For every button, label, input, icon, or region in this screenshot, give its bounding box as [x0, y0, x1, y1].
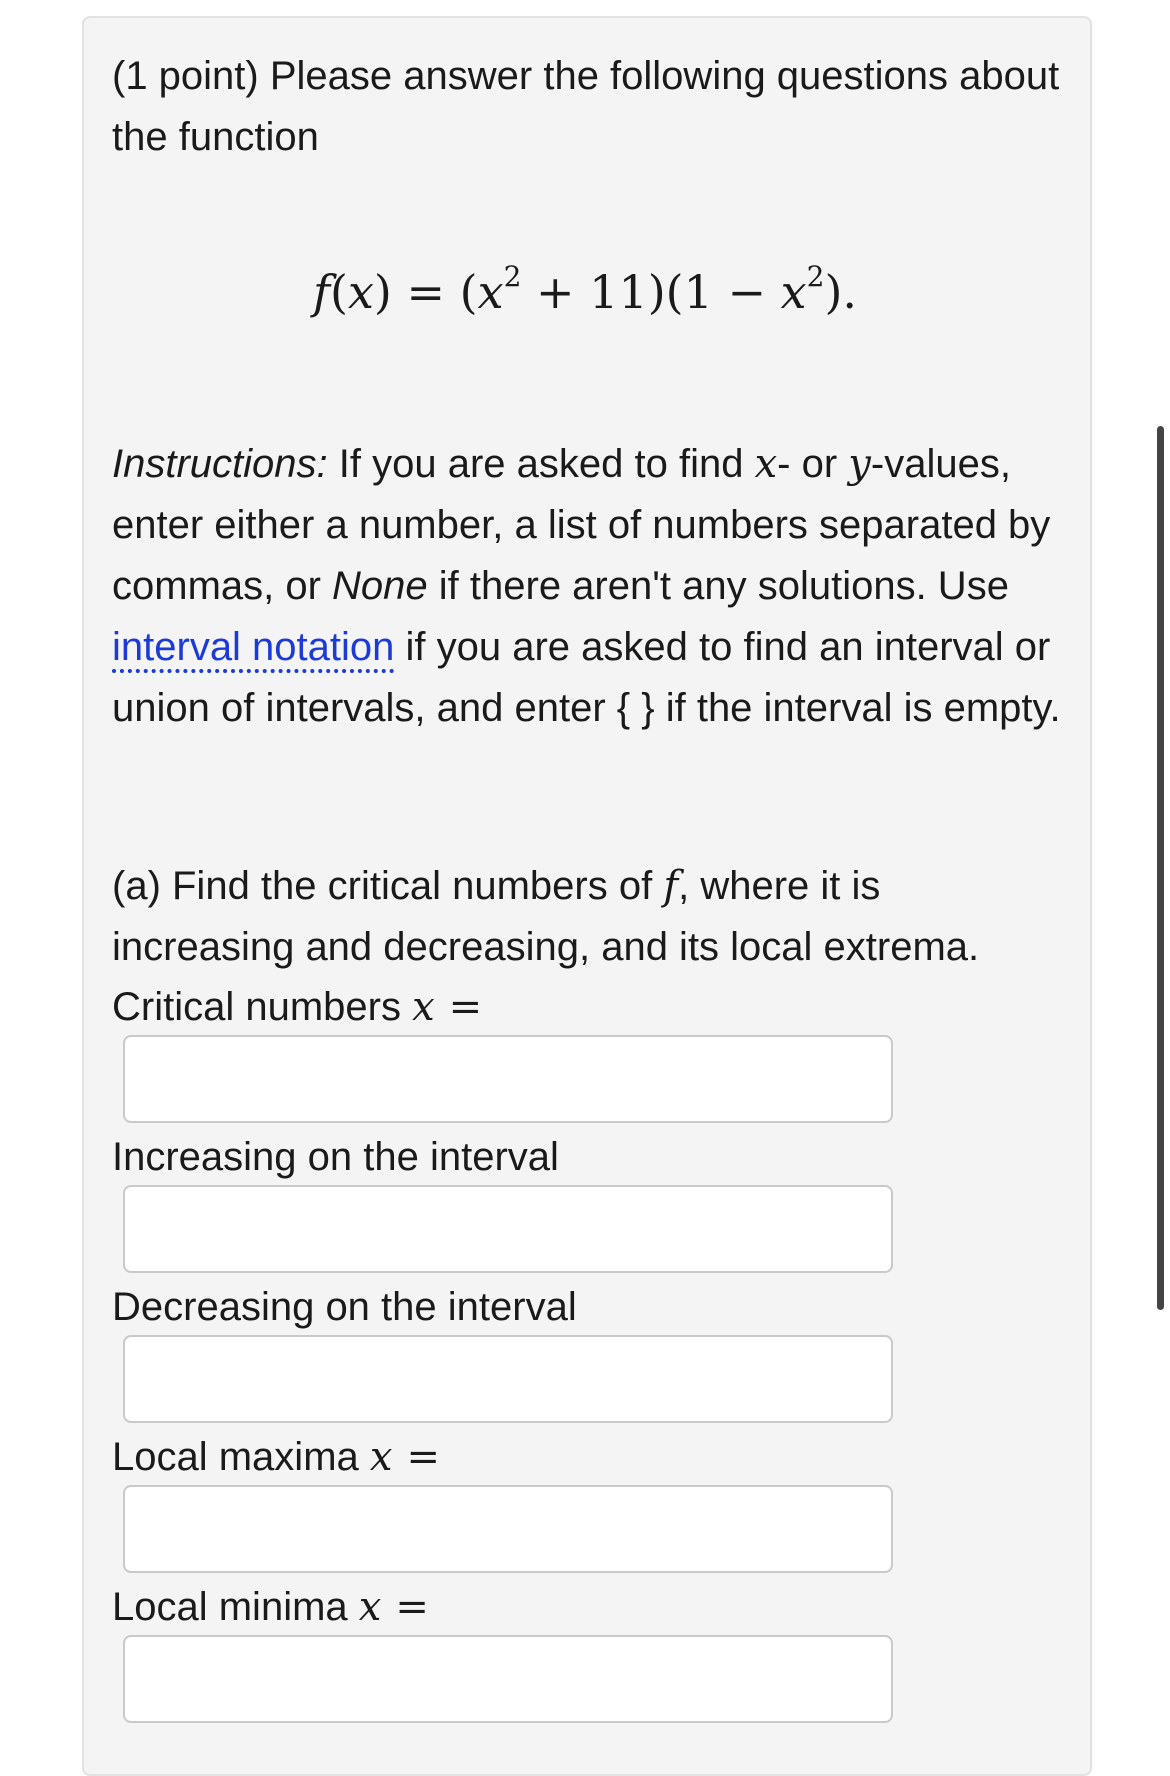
local-maxima-label — [112, 1432, 440, 1482]
instructions-text-5: if you are asked to find an interval or union of intervals, and enter { } if the interval is empty. — [112, 625, 1061, 730]
local-min-label-eq: = — [395, 1584, 429, 1630]
formula-left-open: ( — [459, 265, 478, 319]
decreasing-interval-input[interactable] — [123, 1335, 893, 1423]
vertical-scrollbar[interactable] — [1157, 426, 1164, 1310]
formula-close: ) — [373, 265, 392, 319]
instructions-text-3: -values, enter either a number, a list of numbers separated by commas, or — [112, 442, 1051, 608]
critical-label-eq: = — [448, 984, 483, 1030]
interval-notation-link[interactable]: interval notation — [112, 625, 394, 673]
formula-x-3: x — [780, 265, 807, 319]
local-maxima-input[interactable] — [123, 1485, 893, 1573]
formula-exponent-2: 2 — [806, 260, 825, 293]
local-minima-label — [112, 1582, 429, 1632]
local-min-label-var: x — [358, 1584, 382, 1630]
formula-plus-const: + 11)(1 − — [521, 265, 781, 319]
formula-equals: = — [391, 265, 460, 319]
local-max-label-eq: = — [406, 1434, 440, 1480]
formula-exponent: 2 — [503, 260, 522, 293]
critical-label-var: x — [412, 984, 435, 1030]
function-formula — [0, 260, 1170, 319]
decreasing-interval-label: Decreasing on the interval — [112, 1285, 577, 1329]
part-a-text-1: (a) Find the critical numbers of — [112, 864, 664, 908]
instructions — [112, 434, 1072, 739]
formula-open: ( — [330, 265, 348, 319]
increasing-interval-label: Increasing on the interval — [112, 1135, 559, 1179]
local-minima-input[interactable] — [123, 1635, 893, 1723]
local-max-label-var: x — [369, 1434, 393, 1480]
instructions-text-2: - or — [777, 442, 849, 486]
formula-x: x — [347, 265, 374, 319]
part-a-f-var: f — [663, 863, 679, 909]
formula-x-2: x — [477, 265, 504, 319]
problem-intro: (1 point) Please answer the following questions about the function — [112, 54, 1060, 159]
part-a-text-2: , where it is increasing and decreasing, and its local extrema. — [112, 864, 980, 969]
instructions-text-1: If you are asked to find — [327, 442, 755, 486]
formula-tail: ). — [824, 265, 858, 319]
instructions-text-4: if there aren't any solutions. Use — [427, 564, 1009, 608]
critical-label-text: Critical numbers — [112, 985, 413, 1029]
formula-f: f — [312, 265, 330, 319]
critical-numbers-input[interactable] — [123, 1035, 893, 1123]
instructions-lead: Instructions: — [112, 442, 328, 486]
local-max-label-text: Local maxima — [112, 1435, 370, 1479]
instructions-x-var: x — [754, 441, 778, 487]
local-min-label-text: Local minima — [112, 1585, 359, 1629]
part-a-question — [112, 856, 1072, 978]
increasing-interval-input[interactable] — [123, 1185, 893, 1273]
instructions-y-var: y — [848, 441, 871, 487]
critical-numbers-label — [112, 982, 482, 1032]
instructions-none-word: None — [332, 564, 428, 608]
